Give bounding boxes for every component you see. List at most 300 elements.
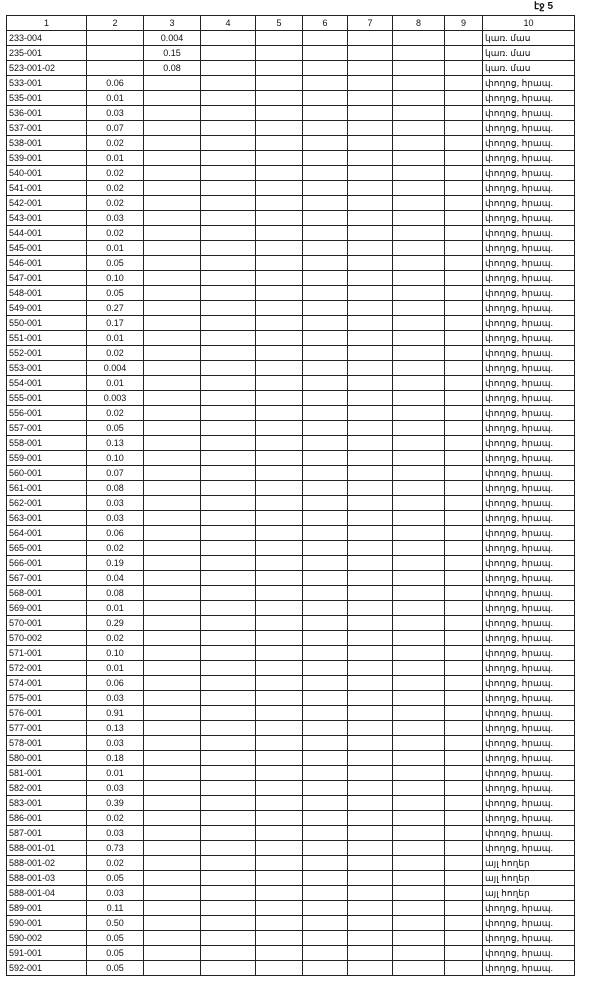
cell-col9 [445, 961, 483, 976]
cell-description: փողոց, հրապ. [483, 436, 575, 451]
cell-col8 [393, 166, 445, 181]
cell-col3 [144, 241, 201, 256]
cell-col8 [393, 961, 445, 976]
cell-col5 [256, 541, 303, 556]
cell-code: 561-001 [7, 481, 87, 496]
table-row [7, 721, 575, 736]
col-header-8: 8 [393, 16, 445, 31]
cell-col6 [303, 61, 348, 76]
cell-col2: 0.08 [87, 481, 144, 496]
cell-code: 543-001 [7, 211, 87, 226]
cell-col3 [144, 301, 201, 316]
cell-col4 [201, 91, 256, 106]
cell-col5 [256, 931, 303, 946]
cell-col9 [445, 166, 483, 181]
cell-col7 [348, 676, 393, 691]
cell-col6 [303, 751, 348, 766]
cell-col3 [144, 121, 201, 136]
cell-code: 550-001 [7, 316, 87, 331]
cell-description: փողոց, հրապ. [483, 301, 575, 316]
cell-col9 [445, 886, 483, 901]
cell-col8 [393, 646, 445, 661]
cell-col2: 0.06 [87, 676, 144, 691]
cell-col8 [393, 526, 445, 541]
cell-col6 [303, 616, 348, 631]
cell-col9 [445, 301, 483, 316]
cell-code: 588-001-02 [7, 856, 87, 871]
cell-col4 [201, 241, 256, 256]
cell-col7 [348, 481, 393, 496]
cell-col2: 0.01 [87, 151, 144, 166]
cell-code: 587-001 [7, 826, 87, 841]
cell-col9 [445, 406, 483, 421]
table-row [7, 436, 575, 451]
cell-col5 [256, 211, 303, 226]
cell-code: 564-001 [7, 526, 87, 541]
cell-code: 233-004 [7, 31, 87, 46]
cell-col2: 0.07 [87, 121, 144, 136]
cell-col9 [445, 211, 483, 226]
cell-col6 [303, 736, 348, 751]
cell-col5 [256, 301, 303, 316]
cell-description: փողոց, հրապ. [483, 676, 575, 691]
cell-col4 [201, 181, 256, 196]
cell-col6 [303, 226, 348, 241]
cell-code: 552-001 [7, 346, 87, 361]
cell-col2: 0.05 [87, 961, 144, 976]
cell-col8 [393, 451, 445, 466]
cell-col9 [445, 841, 483, 856]
cell-col9 [445, 526, 483, 541]
cell-col9 [445, 541, 483, 556]
cell-description: փողոց, հրապ. [483, 796, 575, 811]
cell-col2 [87, 31, 144, 46]
cell-code: 235-001 [7, 46, 87, 61]
cell-col7 [348, 241, 393, 256]
cell-col7 [348, 76, 393, 91]
cell-col9 [445, 61, 483, 76]
cell-col6 [303, 451, 348, 466]
header-row [7, 16, 575, 31]
cell-col6 [303, 466, 348, 481]
cell-col4 [201, 766, 256, 781]
cell-col7 [348, 871, 393, 886]
cell-col8 [393, 886, 445, 901]
cell-col4 [201, 691, 256, 706]
cell-col7 [348, 226, 393, 241]
cell-description: փողոց, հրապ. [483, 346, 575, 361]
cell-col7 [348, 151, 393, 166]
table-row [7, 226, 575, 241]
cell-col8 [393, 781, 445, 796]
cell-col9 [445, 811, 483, 826]
cell-code: 576-001 [7, 706, 87, 721]
cell-col9 [445, 646, 483, 661]
cell-code: 588-001-04 [7, 886, 87, 901]
table-row [7, 316, 575, 331]
cell-col8 [393, 721, 445, 736]
cell-code: 568-001 [7, 586, 87, 601]
cell-description: փողոց, հրապ. [483, 241, 575, 256]
cell-col4 [201, 526, 256, 541]
cell-col5 [256, 961, 303, 976]
cell-col9 [445, 151, 483, 166]
table-row [7, 571, 575, 586]
cell-col8 [393, 61, 445, 76]
cell-col4 [201, 916, 256, 931]
cell-col6 [303, 901, 348, 916]
cell-code: 590-001 [7, 916, 87, 931]
cell-col4 [201, 856, 256, 871]
cell-col2: 0.91 [87, 706, 144, 721]
cell-col8 [393, 571, 445, 586]
cell-col6 [303, 496, 348, 511]
cell-col4 [201, 196, 256, 211]
cell-col3 [144, 736, 201, 751]
cell-col4 [201, 151, 256, 166]
cell-col8 [393, 346, 445, 361]
cell-description: այլ հողեր [483, 871, 575, 886]
table-row [7, 691, 575, 706]
cell-col2: 0.004 [87, 361, 144, 376]
cell-col5 [256, 166, 303, 181]
cell-col7 [348, 196, 393, 211]
cell-col9 [445, 376, 483, 391]
cell-col6 [303, 541, 348, 556]
cell-code: 555-001 [7, 391, 87, 406]
cell-code: 581-001 [7, 766, 87, 781]
cell-col8 [393, 121, 445, 136]
cell-col2: 0.03 [87, 886, 144, 901]
cell-col9 [445, 106, 483, 121]
cell-col6 [303, 586, 348, 601]
cell-col9 [445, 196, 483, 211]
cell-col8 [393, 661, 445, 676]
cell-col4 [201, 631, 256, 646]
cell-col8 [393, 46, 445, 61]
table-row [7, 796, 575, 811]
cell-code: 591-001 [7, 946, 87, 961]
cell-col5 [256, 76, 303, 91]
cell-col8 [393, 916, 445, 931]
cell-col5 [256, 226, 303, 241]
cell-col9 [445, 481, 483, 496]
cell-code: 583-001 [7, 796, 87, 811]
cell-col6 [303, 796, 348, 811]
cell-col2: 0.02 [87, 226, 144, 241]
cell-col8 [393, 556, 445, 571]
cell-col7 [348, 541, 393, 556]
cell-col2: 0.05 [87, 946, 144, 961]
cell-code: 569-001 [7, 601, 87, 616]
cell-col9 [445, 271, 483, 286]
cell-col2: 0.13 [87, 436, 144, 451]
cell-code: 546-001 [7, 256, 87, 271]
cell-col5 [256, 421, 303, 436]
cell-col8 [393, 136, 445, 151]
cell-col7 [348, 586, 393, 601]
table-row [7, 406, 575, 421]
cell-col7 [348, 796, 393, 811]
cell-col3 [144, 571, 201, 586]
cell-col7 [348, 46, 393, 61]
cell-description: փողոց, հրապ. [483, 691, 575, 706]
cell-description: փողոց, հրապ. [483, 811, 575, 826]
cell-code: 545-001 [7, 241, 87, 256]
cell-code: 563-001 [7, 511, 87, 526]
cell-col8 [393, 91, 445, 106]
cell-col7 [348, 721, 393, 736]
cell-col2: 0.08 [87, 586, 144, 601]
cell-col2: 0.01 [87, 661, 144, 676]
cell-description: փողոց, հրապ. [483, 286, 575, 301]
cell-col9 [445, 556, 483, 571]
cell-col7 [348, 706, 393, 721]
page-label: էջ 5 [534, 1, 554, 12]
col-header-5: 5 [256, 16, 303, 31]
cell-col8 [393, 481, 445, 496]
cell-code: 574-001 [7, 676, 87, 691]
cell-col6 [303, 691, 348, 706]
table-row [7, 391, 575, 406]
cell-col9 [445, 616, 483, 631]
cell-col3 [144, 376, 201, 391]
cell-col6 [303, 556, 348, 571]
cell-col4 [201, 736, 256, 751]
table-row [7, 346, 575, 361]
cell-col7 [348, 421, 393, 436]
cell-description: կառ. մաս [483, 61, 575, 76]
cell-col6 [303, 361, 348, 376]
cell-col3 [144, 256, 201, 271]
cell-col2: 0.03 [87, 211, 144, 226]
cell-col4 [201, 886, 256, 901]
cell-col2: 0.03 [87, 106, 144, 121]
table-row [7, 616, 575, 631]
cell-col3 [144, 181, 201, 196]
cell-code: 570-002 [7, 631, 87, 646]
cell-col4 [201, 301, 256, 316]
cell-description: փողոց, հրապ. [483, 511, 575, 526]
cell-col9 [445, 421, 483, 436]
cell-description: փողոց, հրապ. [483, 256, 575, 271]
cell-col3: 0.004 [144, 31, 201, 46]
cell-description: փողոց, հրապ. [483, 121, 575, 136]
cell-col3 [144, 481, 201, 496]
cell-col6 [303, 256, 348, 271]
cell-col9 [445, 931, 483, 946]
cell-col8 [393, 151, 445, 166]
cell-col7 [348, 451, 393, 466]
cell-col9 [445, 31, 483, 46]
cell-col5 [256, 796, 303, 811]
cell-col2: 0.13 [87, 721, 144, 736]
cell-col4 [201, 376, 256, 391]
table-row [7, 76, 575, 91]
cell-description: փողոց, հրապ. [483, 961, 575, 976]
cell-col8 [393, 841, 445, 856]
cell-col7 [348, 256, 393, 271]
cell-col3 [144, 691, 201, 706]
cell-col7 [348, 901, 393, 916]
cell-col3 [144, 586, 201, 601]
cell-col6 [303, 931, 348, 946]
cell-col7 [348, 736, 393, 751]
cell-col6 [303, 271, 348, 286]
table-row [7, 301, 575, 316]
cell-col5 [256, 376, 303, 391]
cell-col9 [445, 691, 483, 706]
cell-col9 [445, 706, 483, 721]
cell-col9 [445, 136, 483, 151]
cell-col6 [303, 406, 348, 421]
cell-col9 [445, 601, 483, 616]
cell-col6 [303, 91, 348, 106]
cell-col2: 0.04 [87, 571, 144, 586]
table-row [7, 61, 575, 76]
cell-col2: 0.27 [87, 301, 144, 316]
cell-col6 [303, 106, 348, 121]
cell-col5 [256, 871, 303, 886]
table-row [7, 241, 575, 256]
cell-code: 565-001 [7, 541, 87, 556]
cell-col4 [201, 481, 256, 496]
cell-col5 [256, 316, 303, 331]
cell-description: փողոց, հրապ. [483, 196, 575, 211]
cell-code: 590-002 [7, 931, 87, 946]
cell-col3 [144, 346, 201, 361]
cell-col8 [393, 31, 445, 46]
cell-col3 [144, 766, 201, 781]
cell-col5 [256, 676, 303, 691]
cell-col7 [348, 886, 393, 901]
cell-col6 [303, 196, 348, 211]
cell-col2: 0.02 [87, 406, 144, 421]
cell-col3 [144, 406, 201, 421]
cell-col7 [348, 166, 393, 181]
cell-col2: 0.50 [87, 916, 144, 931]
cell-col2: 0.17 [87, 316, 144, 331]
cell-col8 [393, 301, 445, 316]
cell-col2: 0.01 [87, 601, 144, 616]
cell-description: փողոց, հրապ. [483, 376, 575, 391]
cell-col7 [348, 751, 393, 766]
cell-col4 [201, 841, 256, 856]
cell-col9 [445, 586, 483, 601]
cell-col5 [256, 106, 303, 121]
cell-description: փողոց, հրապ. [483, 736, 575, 751]
cell-col7 [348, 391, 393, 406]
cell-description: փողոց, հրապ. [483, 136, 575, 151]
cell-description: այլ հողեր [483, 886, 575, 901]
cell-col4 [201, 811, 256, 826]
cell-col6 [303, 181, 348, 196]
cell-description: փողոց, հրապ. [483, 526, 575, 541]
cell-col2: 0.10 [87, 646, 144, 661]
cell-col3 [144, 841, 201, 856]
cell-description: փողոց, հրապ. [483, 766, 575, 781]
cell-col7 [348, 466, 393, 481]
table-row [7, 601, 575, 616]
cell-col8 [393, 811, 445, 826]
cell-col9 [445, 466, 483, 481]
table-row [7, 676, 575, 691]
cell-col5 [256, 841, 303, 856]
cell-col2: 0.02 [87, 631, 144, 646]
cell-col5 [256, 331, 303, 346]
cell-col5 [256, 91, 303, 106]
cell-col8 [393, 586, 445, 601]
cell-code: 553-001 [7, 361, 87, 376]
cell-col9 [445, 451, 483, 466]
cell-col5 [256, 601, 303, 616]
cell-col8 [393, 211, 445, 226]
cell-col2: 0.10 [87, 271, 144, 286]
cell-col8 [393, 496, 445, 511]
cell-col7 [348, 571, 393, 586]
table-row [7, 541, 575, 556]
cell-col3 [144, 871, 201, 886]
cell-col5 [256, 31, 303, 46]
cell-description: փողոց, հրապ. [483, 226, 575, 241]
cell-col8 [393, 466, 445, 481]
cell-col7 [348, 211, 393, 226]
cell-col4 [201, 931, 256, 946]
table-row [7, 706, 575, 721]
cell-col8 [393, 856, 445, 871]
cell-code: 523-001-02 [7, 61, 87, 76]
table-row [7, 946, 575, 961]
cell-col3 [144, 646, 201, 661]
cell-col2: 0.05 [87, 421, 144, 436]
cell-col7 [348, 331, 393, 346]
cell-col5 [256, 751, 303, 766]
cell-col9 [445, 721, 483, 736]
cell-description: փողոց, հրապ. [483, 946, 575, 961]
cell-col7 [348, 316, 393, 331]
cell-col5 [256, 181, 303, 196]
cell-col7 [348, 61, 393, 76]
cell-col7 [348, 406, 393, 421]
cell-col4 [201, 31, 256, 46]
cell-col2: 0.03 [87, 511, 144, 526]
cell-col3 [144, 826, 201, 841]
table-row [7, 526, 575, 541]
cell-col6 [303, 571, 348, 586]
cell-code: 537-001 [7, 121, 87, 136]
cell-col8 [393, 616, 445, 631]
cell-code: 548-001 [7, 286, 87, 301]
cell-col6 [303, 811, 348, 826]
cell-col2: 0.02 [87, 136, 144, 151]
cell-col6 [303, 76, 348, 91]
cell-col3 [144, 541, 201, 556]
table-row [7, 646, 575, 661]
cell-col9 [445, 796, 483, 811]
cell-code: 572-001 [7, 661, 87, 676]
cell-code: 566-001 [7, 556, 87, 571]
table-row [7, 766, 575, 781]
cell-col3 [144, 196, 201, 211]
cell-code: 535-001 [7, 91, 87, 106]
cell-col3 [144, 361, 201, 376]
cell-col5 [256, 811, 303, 826]
cell-col5 [256, 586, 303, 601]
cell-description: փողոց, հրապ. [483, 181, 575, 196]
cell-col6 [303, 646, 348, 661]
table-row [7, 31, 575, 46]
cell-code: 559-001 [7, 451, 87, 466]
